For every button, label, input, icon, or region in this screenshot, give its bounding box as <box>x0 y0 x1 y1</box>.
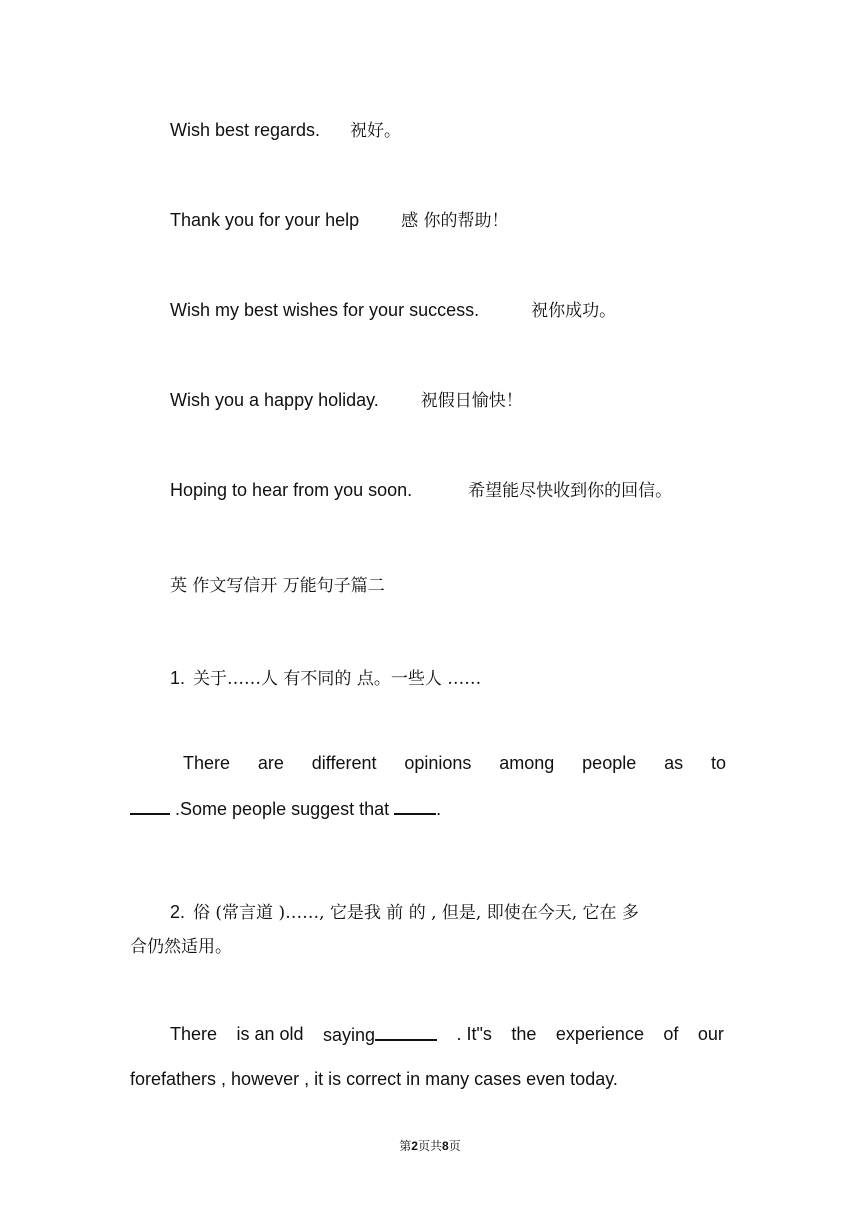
sentence-text: .Some people suggest that <box>170 799 395 819</box>
item-2-english-line-2: forefathers , however , it is correct in many cases even today. <box>130 1069 618 1089</box>
total-page-number: 8 <box>442 1139 449 1153</box>
item-2-english-line-1 <box>170 1024 724 1046</box>
word: are <box>257 753 284 773</box>
item-number: 2. <box>170 902 186 922</box>
phrase-line-2 <box>170 211 509 230</box>
item-1-english-line-2 <box>130 798 441 820</box>
item-title-text: 关于……人 有不同的 点。一些人 …… <box>193 669 482 689</box>
word: the <box>511 1024 537 1044</box>
fill-in-blank <box>375 1024 437 1041</box>
phrase-line-4 <box>170 391 523 410</box>
word: There <box>170 1024 218 1044</box>
word: experience <box>555 1024 644 1044</box>
phrase-chinese: 祝好。 <box>350 121 402 141</box>
word: of <box>663 1024 679 1044</box>
fill-in-blank <box>130 798 170 815</box>
word: . It"s <box>456 1024 492 1044</box>
item-number: 1. <box>170 668 186 688</box>
phrase-line-5 <box>170 481 672 500</box>
word: There <box>183 753 231 773</box>
item-1-english-line-1 <box>183 753 726 774</box>
word: among <box>499 753 555 773</box>
word: is an old <box>236 1024 304 1044</box>
word: saying <box>323 1025 376 1045</box>
phrase-line-1 <box>170 121 401 140</box>
phrase-line-3 <box>170 301 616 320</box>
sentence-end: . <box>436 799 442 819</box>
current-page-number: 2 <box>411 1139 418 1153</box>
word: our <box>697 1024 724 1044</box>
word: as <box>664 753 684 773</box>
word: different <box>311 753 377 773</box>
item-2-title <box>170 898 639 923</box>
phrase-chinese: 感 你的帮助！ <box>401 211 509 231</box>
item-2-title-continued: 合仍然适用。 <box>130 937 232 957</box>
phrase-chinese: 祝你成功。 <box>531 301 617 321</box>
phrase-english: Hoping to hear from you soon. <box>170 480 413 500</box>
item-title-text: 俗 (常言道 )……, 它是我 前 的 , 但是, 即使在今天, 它在 多 <box>193 903 639 923</box>
phrase-english: Wish best regards. <box>170 120 321 140</box>
page-footer <box>0 1137 860 1154</box>
section-heading: 英 作文写信开 万能句子篇二 <box>170 576 385 596</box>
item-1-title <box>170 664 481 689</box>
footer-suffix: 页 <box>448 1139 461 1153</box>
phrase-chinese: 希望能尽快收到你的回信。 <box>468 481 673 501</box>
phrase-english: Wish you a happy holiday. <box>170 390 379 410</box>
footer-prefix: 第 <box>399 1139 412 1153</box>
phrase-english: Thank you for your help <box>170 210 360 230</box>
word: to <box>710 753 726 773</box>
phrase-english: Wish my best wishes for your success. <box>170 300 480 320</box>
word: opinions <box>404 753 472 773</box>
word-with-blank <box>323 1024 437 1046</box>
footer-middle: 页共 <box>417 1139 442 1153</box>
word: people <box>582 753 637 773</box>
phrase-chinese: 祝假日愉快！ <box>420 391 523 411</box>
fill-in-blank <box>394 798 436 815</box>
